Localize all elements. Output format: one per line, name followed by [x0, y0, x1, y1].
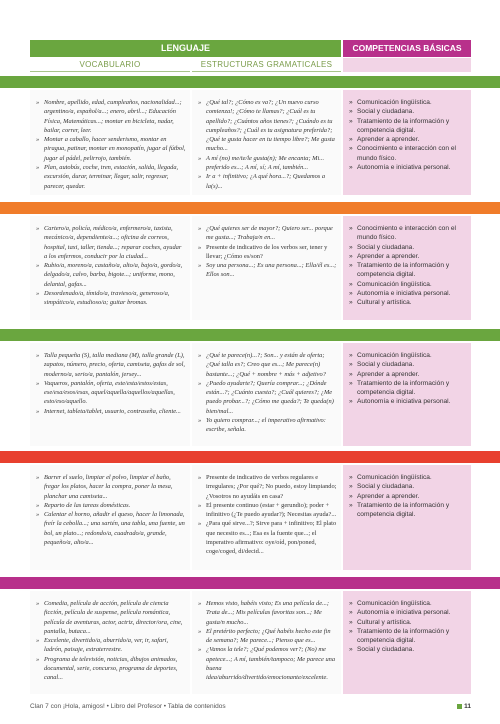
footer-text: Clan 7 con ¡Hola, amigos! • Libro del Profesor • Tabla de contenidos: [30, 703, 226, 710]
list-item: » Presente de indicativo de verbos regulares e irregulares; ¿Por qué?; No puedo, estoy limpiando; ¿Vosotros no ayudáis en casa?: [198, 473, 337, 501]
list-item: » Excelente, divertido/a, aburrido/a, ver, ir, safari, ladrón, paisaje, extraterrestre.: [36, 636, 186, 655]
list-item: » Aprender a aprender.: [349, 492, 467, 501]
list-item: » Cartero/a, policía, médico/a, enfermero/a, taxista, mecánico/a, dependiente/a...; oficina de correos, hospital, taxi, taller, tienda...; reparar coches, ayudar a los enfermos, conducir por la ciudad...: [36, 224, 186, 261]
unit-5-structures: [192, 591, 341, 694]
list-item: » Plan, autobús, coche, tren, estación, salida, llegada, excursión, durar, terminar, llegar, salir, regresar, parecer, quedar.: [36, 163, 186, 191]
competencias-header: COMPETENCIAS BÁSICAS: [343, 40, 471, 57]
unit-5-stripe: [0, 577, 500, 589]
unit-4-structures: [192, 465, 341, 570]
list-item: » Soy una persona...; Es una persona...; Ella/él es...; Ellos son...: [198, 261, 337, 280]
list-item: » Hemos visto, habéis visto; Es una película de...; Trata de...; Mis películas favoritas son...; Me gusta/n mucho...: [198, 599, 337, 627]
list-item: » Social y ciudadana.: [349, 107, 467, 116]
unit-5-competences: [343, 591, 471, 694]
list-item: » El pretérito perfecto; ¿Qué habéis hecho este fin de semana?; Me parece...; Pienso que es...: [198, 627, 337, 646]
page-number-wrap: [457, 700, 471, 714]
list-item: » Talla pequeña (S), talla mediana (M), talla grande (L), zapatos, número, precio, oferta, camiseta, gafas de sol, moderno/a, serio/a, pantalón, jersey...: [36, 351, 186, 379]
list-item: » Calentar el horno, añadir el queso, hacer la limonada, freír la cebolla...; una sartén, una tabla, una fuente, un bol, un plato...; redondo/a, cuadrado/a, grande, pequeño/a, alto/a...: [36, 510, 186, 547]
list-item: » Autonomía e iniciativa personal.: [349, 608, 467, 617]
vocabulario-subheader: VOCABULARIO: [30, 58, 190, 72]
list-item: » Tratamiento de la información y competencia digital.: [349, 627, 467, 646]
list-item: » Presente de indicativo de los verbos ser, tener y llevar; ¿Cómo es/son?: [198, 243, 337, 262]
list-item: » El presente continuo (estar + gerundio); poder + infinitivo (¿Te puedo ayudar?); Necesitas ayuda?...: [198, 501, 337, 520]
unit-2-vocabulary: [30, 216, 190, 320]
list-item: » ¿Qué tal?; ¿Cómo es va?; ¿Un nuevo curso comienza!; ¿Cómo te llamas?; ¿Cuál es tu apellido?; ¿Cuántos años tienes?; ¿Cuándo es tu cumpleaños?; ¿Cuál es tu asignatura preferida?; ¿Qué te gusta hacer en tu tiempo libre?; Me gusta mucho...: [198, 98, 337, 154]
list-item: » Tratamiento de la información y competencia digital.: [349, 117, 467, 136]
list-item: » Social y ciudadana.: [349, 645, 467, 654]
unit-2-stripe: [0, 202, 500, 214]
unit-1-row: [30, 90, 471, 195]
list-item: » Desordenado/a, tímido/a, travieso/a, generoso/a, simpático/a, estudioso/a; guitar bromas.: [36, 289, 186, 308]
unit-3-row: [30, 343, 471, 446]
unit-3-competences: [343, 343, 471, 446]
list-item: » Autonomía e iniciativa personal.: [349, 163, 467, 172]
list-item: » Tratamiento de la información y competencia digital.: [349, 501, 467, 520]
unit-3-structures: [192, 343, 341, 446]
unit-4-competences: [343, 465, 471, 570]
list-item: » Montar a caballo, hacer senderismo, montar en piragua, patinar, montar en monopatín, jugar al fútbol, jugar al pádel, pelirrojo, también.: [36, 135, 186, 163]
list-item: » Aprender a aprender.: [349, 135, 467, 144]
list-item: » Autonomía e iniciativa personal.: [349, 397, 467, 406]
list-item: » A mí (no) me/te/le gusta(n); Me encanta; Mi... preferido es...; A mí, sí; A mí, también...: [198, 154, 337, 173]
unit-4-stripe: [0, 451, 500, 463]
unit-2-competences: [343, 216, 471, 320]
list-item: » Barrer el suelo, limpiar el polvo, limpiar el baño, fregar los platos, hacer la compra, poner la mesa, planchar una camiseta...: [36, 473, 186, 501]
list-item: » Comunicación lingüística.: [349, 280, 467, 289]
list-item: » Yo quiero comprar...; el imperativo afirmativo: escribe, señala.: [198, 416, 337, 435]
list-item: » Aprender a aprender.: [349, 370, 467, 379]
unit-1-vocabulary: [30, 90, 190, 195]
unit-1-competences: [343, 90, 471, 195]
list-item: » Internet, tableta/tablet, usuario, contraseña, cliente...: [36, 407, 186, 416]
list-item: » Cultural y artística.: [349, 298, 467, 307]
unit-3-vocabulary: [30, 343, 190, 446]
list-item: » Social y ciudadana.: [349, 243, 467, 252]
list-item: » ¿Vamos la tele?; ¿Qué podemos ver?; (No) me apetece...; A mí, también/tampoco; Me parece una buena idea/aburrido/divertido/emocionante/excelente.: [198, 645, 337, 682]
unit-1-structures: [192, 90, 341, 195]
list-item: » Cultural y artística.: [349, 618, 467, 627]
list-item: » ¿Puedo ayudarte?; Quería comprar...; ¿Dónde están...?; ¿Cuánto cuesta?; ¿Cuál quieres?; ¿Me puedo probar...?; ¿Cómo me queda?; Te queda(n) bien/mal...: [198, 379, 337, 416]
unit-5-row: [30, 591, 471, 694]
unit-3-stripe: [0, 329, 500, 341]
unit-5-vocabulary: [30, 591, 190, 694]
lenguaje-header: LENGUAJE: [30, 40, 341, 57]
list-item: » Social y ciudadana.: [349, 482, 467, 491]
list-item: » Aprender a aprender.: [349, 252, 467, 261]
list-item: » Comunicación lingüística.: [349, 98, 467, 107]
unit-4-row: [30, 465, 471, 570]
list-item: » Rubio/a, moreno/a, castaño/a, alto/a, bajo/a, gordo/a, delgado/a, calvo, barba, bigote...; uniforme, mono, delantal, gafas...: [36, 261, 186, 289]
page-number: 11: [464, 703, 471, 710]
list-item: » Autonomía e iniciativa personal.: [349, 289, 467, 298]
list-item: » ¿Para qué sirve...?; Sirve para + infinitivo; El plato que necesito es...; Esa es la fuente que...; el imperativo afirmativo: oye/oíd, pon/poned, coge/coged, di/decid...: [198, 519, 337, 556]
list-item: » Comunicación lingüística.: [349, 599, 467, 608]
unit-1-stripe: [0, 76, 500, 88]
list-item: » ¿Qué quieres ser de mayor?; Quiero ser... porque me gusta...; Trabaja/n en...: [198, 224, 337, 243]
estructuras-subheader: ESTRUCTURAS GRAMATICALES: [192, 58, 341, 72]
list-item: » Ir a + infinitivo; ¿A qué hora...?; Quedamos a la(s)...: [198, 172, 337, 191]
list-item: » ¿Qué te parece(n)...?; Son... y están de oferta; ¿Qué talla es?; Creo que es...; Me parece(n) bastante...; ¿Qué + nombre + más + adjetivo?: [198, 351, 337, 379]
list-item: » Tratamiento de la información y competencia digital.: [349, 261, 467, 280]
unit-4-vocabulary: [30, 465, 190, 570]
list-item: » Comedia, película de acción, película de ciencia ficción, película de suspense, película romántica, película de aventuras, actor, actriz, director/ora, cine, pantalla, butaca...: [36, 599, 186, 636]
page-footer: [30, 700, 471, 714]
list-item: » Vaqueros, pantalón, oferta, este/esta/estos/estas, ese/esa/esos/esas, aquel/aquella/aquellos/aquellas, esto/eso/aquello.: [36, 379, 186, 407]
list-item: » Programa de televisión, noticias, dibujos animados, documental, serie, concurso, programa de deportes, canal...: [36, 655, 186, 683]
square-icon: [457, 704, 462, 709]
list-item: » Conocimiento e interacción con el mundo físico.: [349, 144, 467, 163]
unit-2-structures: [192, 216, 341, 320]
list-item: » Comunicación lingüística.: [349, 351, 467, 360]
list-item: » Reparto de las tareas domésticas.: [36, 501, 186, 510]
list-item: » Conocimiento e interacción con el mundo físico.: [349, 224, 467, 243]
unit-2-row: [30, 216, 471, 320]
list-item: » Comunicación lingüística.: [349, 473, 467, 482]
competencias-subheader-bg: [343, 58, 471, 72]
list-item: » Nombre, apellido, edad, cumpleaños, nacionalidad...; argentino/a, español/a...; enero, abril...; Educación Física, Matemáticas...; montar en bicicleta, nadar, bailar, correr, leer.: [36, 98, 186, 135]
list-item: » Social y ciudadana.: [349, 360, 467, 369]
list-item: » Tratamiento de la información y competencia digital.: [349, 379, 467, 398]
